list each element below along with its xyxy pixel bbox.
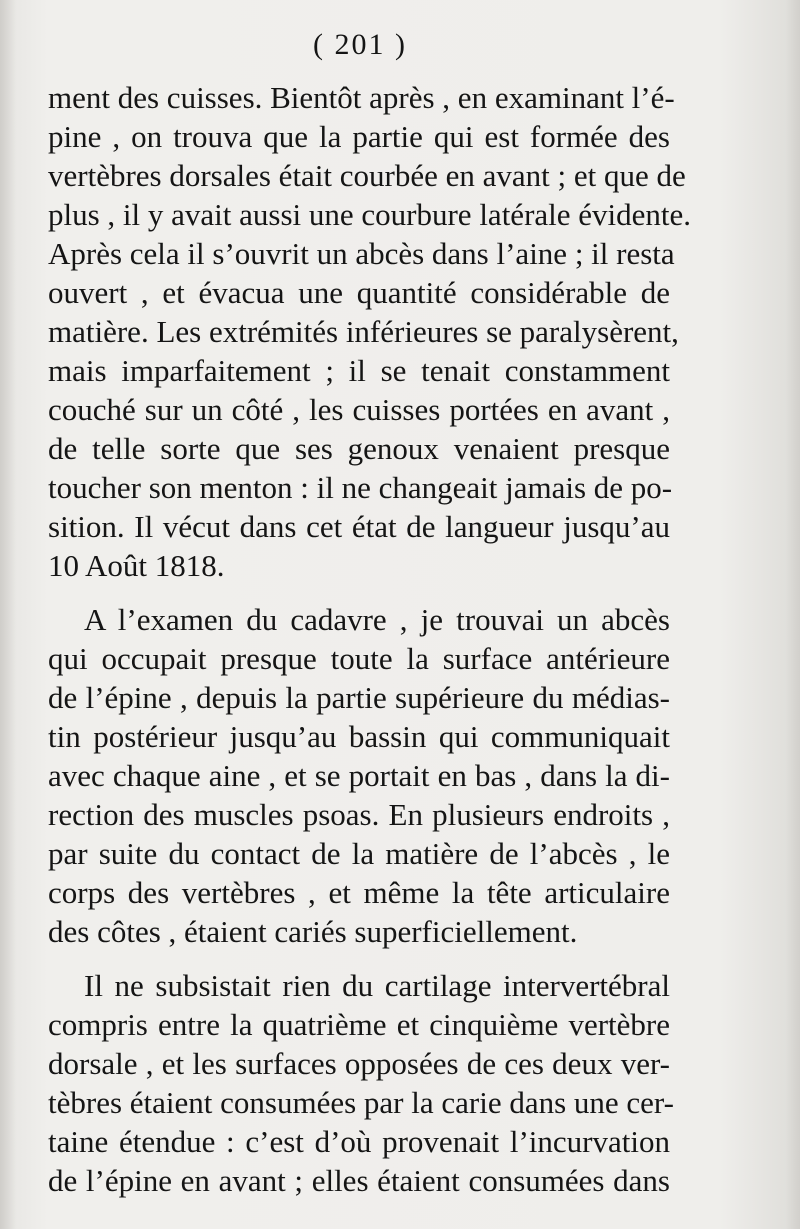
text-line: vertèbres dorsales était courbée en avant ; et que de bbox=[48, 158, 686, 193]
text-line: qui occupait presque toute la surface antérieure bbox=[48, 641, 670, 676]
text-line: avec chaque aine , et se portait en bas , dans la di- bbox=[48, 758, 670, 793]
text-line: A l’examen du cadavre , je trouvai un abcès bbox=[84, 602, 670, 637]
text-line: taine étendue : c’est d’où provenait l’incurvation bbox=[48, 1124, 670, 1159]
page-right-edge-shadow bbox=[786, 0, 800, 1229]
text-line: Il ne subsistait rien du cartilage intervertébral bbox=[84, 968, 670, 1003]
paragraph-gap bbox=[48, 585, 670, 600]
paragraph bbox=[48, 966, 674, 1200]
text-line: des côtes , étaient cariés superficiellement. bbox=[48, 914, 578, 949]
text-line: pine , on trouva que la partie qui est formée des bbox=[48, 119, 670, 154]
text-line: sition. Il vécut dans cet état de langueur jusqu’au bbox=[48, 509, 670, 544]
text-line: Après cela il s’ouvrit un abcès dans l’aine ; il resta bbox=[48, 236, 675, 271]
text-line: rection des muscles psoas. En plusieurs endroits , bbox=[48, 797, 670, 832]
text-line: corps des vertèbres , et même la tête articulaire bbox=[48, 875, 670, 910]
paragraph bbox=[48, 78, 692, 585]
text-line: de telle sorte que ses genoux venaient presque bbox=[48, 431, 670, 466]
text-line: ouvert , et évacua une quantité considérable de bbox=[48, 275, 670, 310]
text-line: tin postérieur jusqu’au bassin qui communiquait bbox=[48, 719, 670, 754]
text-line: par suite du contact de la matière de l’abcès , le bbox=[48, 836, 670, 871]
text-line: couché sur un côté , les cuisses portées en avant , bbox=[48, 392, 670, 427]
text-line: compris entre la quatrième et cinquième vertèbre bbox=[48, 1007, 670, 1042]
text-line: toucher son menton : il ne changeait jamais de po- bbox=[48, 470, 673, 505]
text-line: de l’épine en avant ; elles étaient consumées dans bbox=[48, 1163, 670, 1198]
text-line: matière. Les extrémités inférieures se paralysèrent, bbox=[48, 314, 679, 349]
page-number: ( 201 ) bbox=[313, 28, 407, 61]
text-line: 10 Août 1818. bbox=[48, 548, 225, 583]
text-line: de l’épine , depuis la partie supérieure du médias- bbox=[48, 680, 670, 715]
text-line: tèbres étaient consumées par la carie dans une cer- bbox=[48, 1085, 674, 1120]
paragraph-gap bbox=[48, 951, 670, 966]
page-body-text bbox=[48, 78, 692, 1200]
page-left-edge-shadow bbox=[0, 0, 16, 1229]
paragraph bbox=[48, 600, 670, 951]
text-line: mais imparfaitement ; il se tenait constamment bbox=[48, 353, 670, 388]
text-line: ment des cuisses. Bientôt après , en examinant l’é- bbox=[48, 80, 675, 115]
text-line: dorsale , et les surfaces opposées de ces deux ver- bbox=[48, 1046, 670, 1081]
text-line: plus , il y avait aussi une courbure latérale évidente. bbox=[48, 197, 692, 232]
